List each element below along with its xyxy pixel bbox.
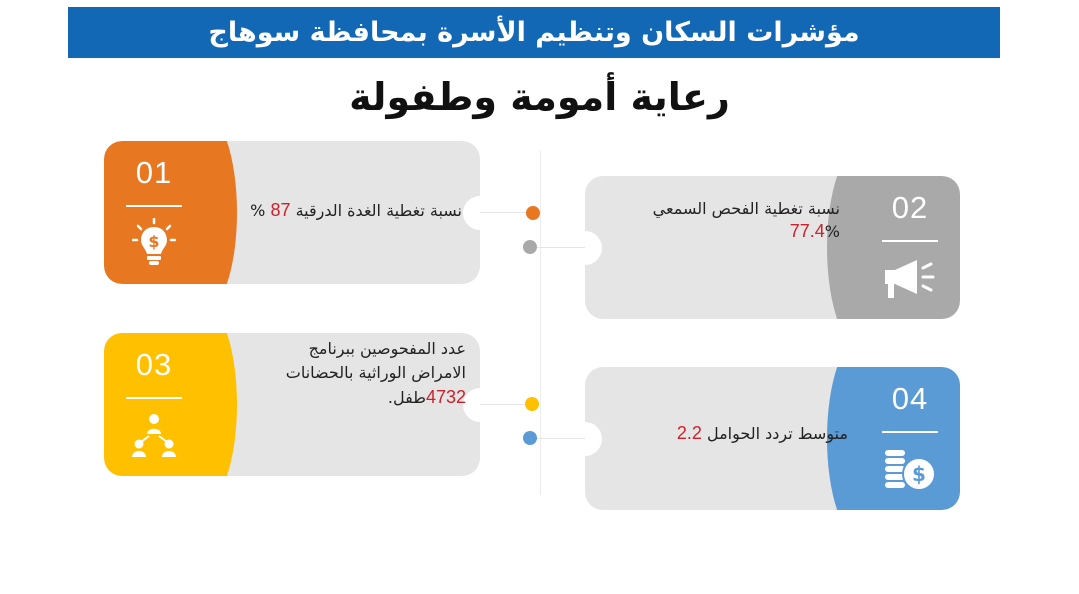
card-02-rule bbox=[882, 240, 938, 242]
megaphone-icon bbox=[860, 250, 960, 306]
timeline-dot-gray bbox=[523, 240, 537, 254]
card-notch bbox=[463, 196, 480, 230]
card-02-tab bbox=[855, 176, 960, 319]
card-03-value: 4732 bbox=[425, 387, 466, 407]
card-02 bbox=[585, 176, 960, 319]
people-network-icon bbox=[104, 407, 204, 463]
card-01-tab bbox=[104, 141, 209, 284]
card-04-tab bbox=[855, 367, 960, 510]
timeline-dot-orange bbox=[526, 206, 540, 220]
connector-02 bbox=[532, 247, 585, 248]
card-04-label: متوسط تردد الحوامل bbox=[706, 424, 848, 443]
timeline-dot-yellow bbox=[525, 397, 539, 411]
svg-text:$: $ bbox=[912, 462, 926, 486]
card-02-value: 77.4 bbox=[789, 221, 825, 241]
card-01-suffix: % bbox=[250, 201, 271, 220]
header-banner bbox=[68, 7, 1000, 58]
card-04-rule bbox=[882, 431, 938, 433]
card-02-text bbox=[610, 198, 840, 243]
card-03-tab bbox=[104, 333, 209, 476]
card-03-rule bbox=[126, 397, 182, 399]
timeline-dot-blue bbox=[523, 431, 537, 445]
dollar-lightbulb-icon bbox=[104, 215, 204, 271]
card-01-label: نسبة تغطية الغدة الدرقية bbox=[295, 201, 462, 220]
header-title: مؤشرات السكان وتنظيم الأسرة بمحافظة سوهاج bbox=[208, 17, 860, 48]
card-notch bbox=[585, 231, 602, 265]
card-01-value: 87 bbox=[270, 200, 291, 220]
center-divider bbox=[540, 150, 541, 495]
connector-01 bbox=[480, 212, 532, 213]
page-subtitle: رعاية أمومة وطفولة bbox=[349, 75, 730, 119]
coins-dollar-icon bbox=[860, 441, 960, 497]
card-04-text bbox=[618, 422, 848, 445]
card-01-rule bbox=[126, 205, 182, 207]
card-03-suffix: طفل. bbox=[387, 388, 426, 407]
card-02-suffix: % bbox=[824, 222, 840, 241]
card-01 bbox=[104, 141, 480, 284]
card-03-line-2: الامراض الوراثية بالحضانات bbox=[285, 363, 466, 382]
card-04 bbox=[585, 367, 960, 510]
card-02-number: 02 bbox=[891, 190, 929, 225]
card-notch bbox=[585, 422, 602, 456]
connector-04 bbox=[532, 438, 585, 439]
card-04-value: 2.2 bbox=[676, 423, 702, 443]
card-01-text bbox=[222, 199, 462, 222]
card-01-number: 01 bbox=[135, 155, 173, 190]
svg-text:$: $ bbox=[148, 232, 160, 251]
card-03-text bbox=[216, 337, 466, 410]
card-03-number: 03 bbox=[135, 347, 173, 382]
card-03-line-1: عدد المفحوصين ببرنامج bbox=[308, 339, 466, 358]
card-04-number: 04 bbox=[891, 381, 929, 416]
card-02-label: نسبة تغطية الفحص السمعي bbox=[652, 199, 840, 218]
card-03 bbox=[104, 333, 480, 476]
